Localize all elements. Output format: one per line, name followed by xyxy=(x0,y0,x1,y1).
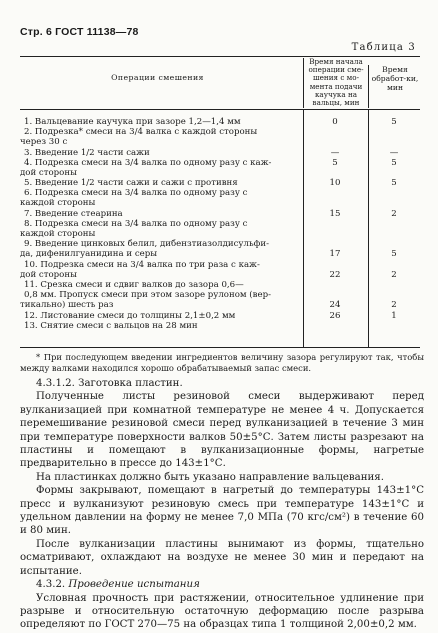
paragraph: Формы закрывают, помещают в нагретый до температуры 143±1°С пресс и вулканизуют резиновую смесь при температуре 143±1°С и удельном давлении на форму не менее 7,0 МПа (70 кгс/см²) в течение 60 и 80 мин. xyxy=(20,485,424,537)
operation-cell: 4. Подрезка смеси на 3/4 валка по одному разу с каж- xyxy=(24,158,272,168)
page-header: Стр. 6 ГОСТ 11138—78 xyxy=(20,26,139,38)
processing-time-cell: 1 xyxy=(391,311,397,321)
operation-cell: 11. Срезка смеси и сдвиг валков до зазора 0,6— xyxy=(24,280,244,290)
operation-cell: дой стороны xyxy=(20,168,77,178)
processing-time-cell: 5 xyxy=(391,158,397,168)
section-heading: Проведение испытания xyxy=(68,579,200,591)
operation-cell: каждой стороны xyxy=(20,198,96,208)
operation-cell: да, дифенилгуанидина и серы xyxy=(20,249,158,259)
processing-time-cell: 5 xyxy=(391,117,397,127)
operation-cell: 6. Подрезка смеси на 3/4 валка по одному разу с xyxy=(24,188,248,198)
col-header-operations: Операции смешения xyxy=(111,73,204,82)
table-footnote: * При последующем введении ингредиентов величину зазора регулируют так, чтобы между валками находился хорошо обрабатываемый запас смеси. xyxy=(20,352,424,373)
operation-cell: 12. Листование смеси до толщины 2,1±0,2 мм xyxy=(24,311,236,321)
paragraph: Полученные листы резиновой смеси выдерживают перед вулканизацией при комнатной температуре не менее 4 ч. Допускается перемешивание резиновой смеси перед вулканизацией в течение 3 мин при температуре поверхности валков 50±5°С. Затем листы разрезают на пластины и помещают в вулканизационные формы, нагретые предварительно в прессе до 143±1°С. xyxy=(20,391,424,470)
paragraph: На пластинках должно быть указано направление вальцевания. xyxy=(36,471,384,483)
operation-cell: через 30 с xyxy=(20,137,68,147)
operation-cell: 2. Подрезка* смеси на 3/4 валка с каждой стороны xyxy=(24,127,258,137)
operation-cell: 5. Введение 1/2 части сажи и сажи с противня xyxy=(24,178,238,188)
table-caption: Таблица 3 xyxy=(351,42,416,53)
operation-cell: 0,8 мм. Пропуск смеси при этом зазоре рулоном (вер- xyxy=(24,290,271,300)
start-time-cell: 5 xyxy=(332,158,338,168)
operation-cell: 9. Введение цинковых белил, дибензтиазолдисульфи- xyxy=(24,239,269,249)
start-time-cell: 22 xyxy=(329,270,341,280)
start-time-cell: 10 xyxy=(329,178,341,188)
table-header xyxy=(20,56,420,110)
mixing-table xyxy=(20,56,420,348)
operation-cell: 10. Подрезка смеси на 3/4 валка по три раза с каж- xyxy=(24,260,260,270)
operation-cell: 8. Подрезка смеси на 3/4 валка по одному разу с xyxy=(24,219,248,229)
operation-cell: дой стороны xyxy=(20,270,77,280)
operation-cell: 1. Вальцевание каучука при зазоре 1,2—1,4 мм xyxy=(24,117,241,127)
paragraph: Условная прочность при растяжении, относительное удлинение при разрыве и относительную остаточную деформацию после разрыва определяют по ГОСТ 270—75 на образцах типа 1 толщиной 2,00±0,2 мм. xyxy=(20,592,424,631)
processing-time-cell: 5 xyxy=(391,249,397,259)
paragraph: После вулканизации пластины вынимают из формы, тщательно осматривают, охлаждают на воздухе не менее 30 мин и передают на испытание. xyxy=(20,538,424,577)
operation-cell: 3. Введение 1/2 части сажи xyxy=(24,148,150,158)
start-time-cell: 0 xyxy=(332,117,338,127)
operation-cell: 13. Снятие смеси с вальцов на 28 мин xyxy=(24,321,198,331)
start-time-cell: 24 xyxy=(329,300,341,310)
start-time-cell: 15 xyxy=(329,209,341,219)
start-time-cell: — xyxy=(330,148,340,158)
section-title xyxy=(20,578,424,591)
section-title: 4.3.1.2. Заготовка пластин. xyxy=(36,378,183,389)
processing-time-cell: 2 xyxy=(391,300,397,310)
processing-time-cell: — xyxy=(389,148,399,158)
table-body xyxy=(20,110,420,348)
section-number: 4.3.2. xyxy=(36,579,66,591)
processing-time-cell: 2 xyxy=(391,209,397,219)
operation-cell: 7. Введение стеарина xyxy=(24,209,123,219)
processing-time-cell: 5 xyxy=(391,178,397,188)
start-time-cell: 26 xyxy=(329,311,341,321)
col-header-start-time: Время начала операции сме-шения с мо-мента подачи каучука на вальцы, мин xyxy=(303,58,368,108)
operation-cell: каждой стороны xyxy=(20,229,96,239)
operation-cell: тикально) шесть раз xyxy=(20,300,114,310)
start-time-cell: 17 xyxy=(329,249,341,259)
section-4312 xyxy=(20,377,424,632)
processing-time-cell: 2 xyxy=(391,270,397,280)
col-header-processing-time: Время обработ-ки, мин xyxy=(368,65,421,108)
